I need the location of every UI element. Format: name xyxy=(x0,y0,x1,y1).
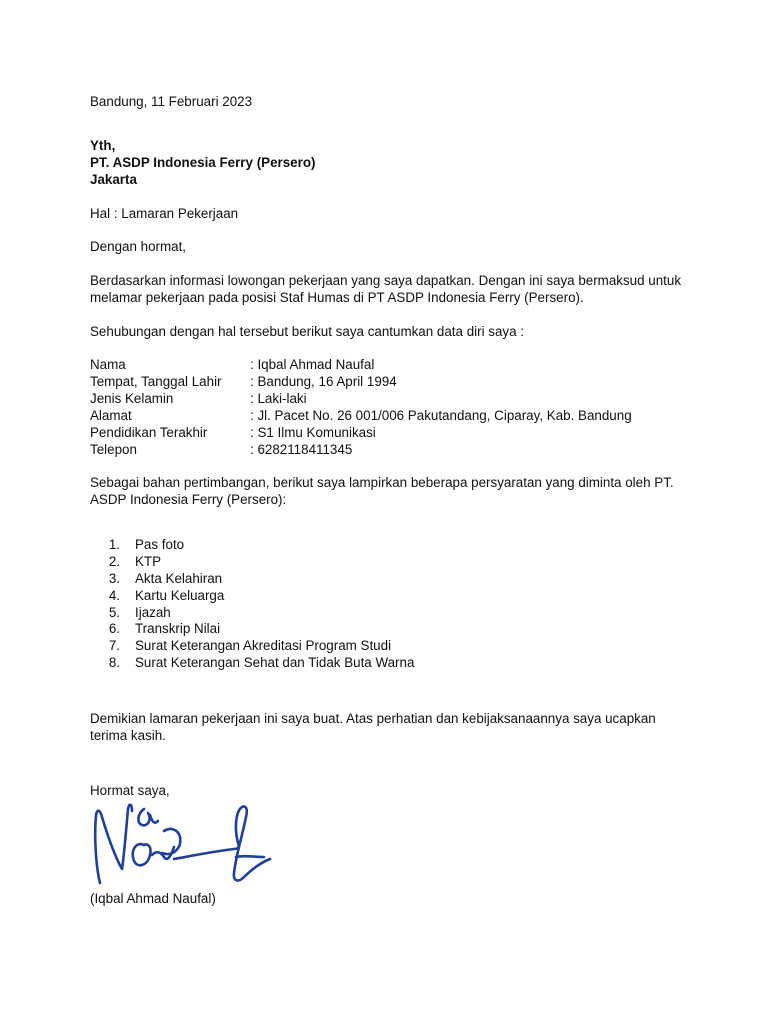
personal-data-value: : 6282118411345 xyxy=(250,442,353,457)
signature-stroke xyxy=(162,829,180,854)
personal-data-value: : S1 Ilmu Komunikasi xyxy=(250,425,376,440)
list-item-text: KTP xyxy=(135,553,162,569)
attachments-intro-line-1: Sebagai bahan pertimbangan, berikut saya lampirkan beberapa persyaratan yang diminta oleh PT. xyxy=(90,475,674,490)
list-item-number: 3. xyxy=(108,570,120,586)
list-item xyxy=(90,655,414,672)
list-item-number: 4. xyxy=(108,587,120,603)
recipient-city: Jakarta xyxy=(90,172,137,187)
personal-data-row xyxy=(90,424,632,441)
list-item-number: 5. xyxy=(108,604,120,620)
personal-data-row xyxy=(90,373,632,390)
personal-data-row xyxy=(90,407,632,424)
personal-data-label: Jenis Kelamin xyxy=(90,391,174,406)
list-item xyxy=(90,554,414,571)
personal-data-value: : Bandung, 16 April 1994 xyxy=(250,374,397,389)
personal-data-row xyxy=(90,390,632,407)
attachments-intro-line-2: ASDP Indonesia Ferry (Persero): xyxy=(90,492,287,507)
list-item-number: 6. xyxy=(108,621,120,637)
personal-data-label: Pendidikan Terakhir xyxy=(90,425,208,440)
place-date: Bandung, 11 Februari 2023 xyxy=(90,94,253,109)
personal-data-label: Telepon xyxy=(90,442,137,457)
signature-stroke xyxy=(138,809,158,825)
recipient-salutation: Yth, xyxy=(90,138,116,153)
list-item xyxy=(90,605,414,622)
signature-strokes xyxy=(95,805,270,883)
list-item xyxy=(90,588,414,605)
attachments-list xyxy=(90,537,414,672)
list-item-number: 7. xyxy=(108,638,120,654)
personal-data-value: : Laki-laki xyxy=(250,391,307,406)
signature-stroke xyxy=(95,805,132,883)
personal-data-table xyxy=(90,356,632,458)
personal-data-label: Tempat, Tanggal Lahir xyxy=(90,374,222,389)
list-item-text: Kartu Keluarga xyxy=(135,587,225,603)
personal-data-value: : Iqbal Ahmad Naufal xyxy=(250,357,375,372)
list-item-text: Surat Keterangan Akreditasi Program Studi xyxy=(135,638,392,654)
signature-stroke xyxy=(236,856,264,857)
subject-line: Hal : Lamaran Pekerjaan xyxy=(90,206,239,221)
list-item-text: Pas foto xyxy=(135,537,185,552)
personal-data-label: Alamat xyxy=(90,408,132,423)
intro-paragraph-line-1: Berdasarkan informasi lowongan pekerjaan yang saya dapatkan. Dengan ini saya bermaksud untuk xyxy=(90,273,682,288)
personal-data-value: : Jl. Pacet No. 26 001/006 Pakutandang, Ciparay, Kab. Bandung xyxy=(250,408,632,423)
signature-stroke xyxy=(174,806,270,880)
list-item-text: Surat Keterangan Sehat dan Tidak Buta Warna xyxy=(135,655,415,671)
closing-line-2: terima kasih. xyxy=(90,728,166,743)
list-item xyxy=(90,537,414,554)
greeting: Dengan hormat, xyxy=(90,239,187,254)
list-item-text: Akta Kelahiran xyxy=(135,570,223,586)
intro-paragraph-line-2: melamar pekerjaan pada posisi Staf Humas di PT ASDP Indonesia Ferry (Persero). xyxy=(90,290,584,305)
data-intro: Sehubungan dengan hal tersebut berikut saya cantumkan data diri saya : xyxy=(90,324,524,339)
personal-data-row xyxy=(90,356,632,373)
list-item-text: Ijazah xyxy=(135,604,171,620)
list-item-number: 1. xyxy=(108,537,120,552)
personal-data-label: Nama xyxy=(90,357,126,372)
handwritten-signature-icon xyxy=(86,797,276,897)
recipient-company: PT. ASDP Indonesia Ferry (Persero) xyxy=(90,155,316,170)
personal-data-row xyxy=(90,441,632,458)
list-item-text: Transkrip Nilai xyxy=(135,621,221,637)
signer-name: (Iqbal Ahmad Naufal) xyxy=(90,891,216,906)
list-item xyxy=(90,621,414,638)
list-item xyxy=(90,571,414,588)
list-item-number: 2. xyxy=(108,553,120,569)
list-item xyxy=(90,638,414,655)
sign-off: Hormat saya, xyxy=(90,783,170,798)
list-item-number: 8. xyxy=(108,655,120,671)
closing-line-1: Demikian lamaran pekerjaan ini saya buat. Atas perhatian dan kebijaksanaannya saya ucapkan xyxy=(90,711,656,726)
